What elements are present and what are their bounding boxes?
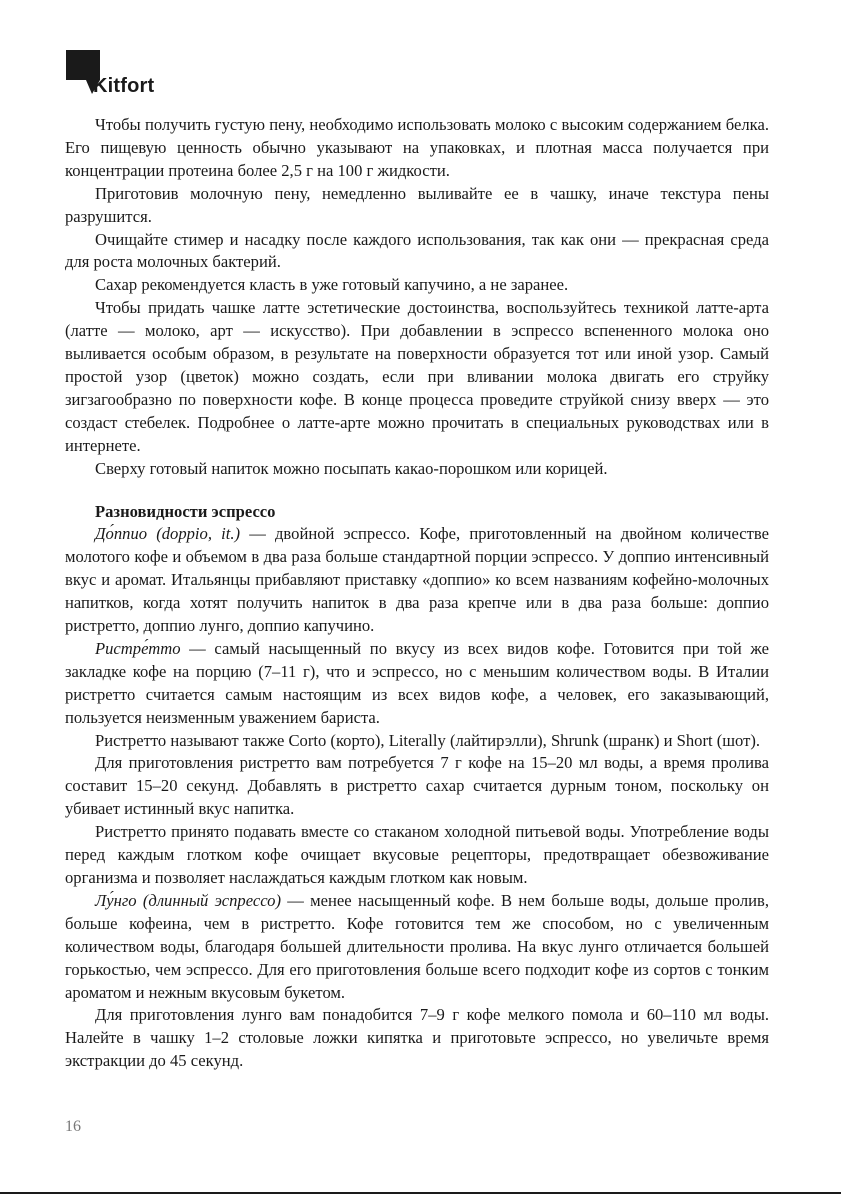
paragraph: Сахар рекомендуется класть в уже готовый капучино, а не заранее. <box>95 275 569 295</box>
doppio-paragraph <box>65 523 769 638</box>
ristretto-paragraph <box>65 638 769 730</box>
lungo-paragraph <box>65 890 769 1005</box>
brand-name: Kitfort <box>93 75 155 97</box>
paragraph: Для приготовления ристретто вам потребуется 7 г кофе на 15–20 мл воды, а время пролива составит 15–20 секунд. Добавлять в ристретто сахар считается дурным тоном, поскольку он убивает истинный вкус напитка. <box>65 753 769 819</box>
page-number: 16 <box>65 1118 81 1135</box>
paragraph: Для приготовления лунго вам понадобится 7–9 г кофе мелкого помола и 60–110 мл воды. Налейте в чашку 1–2 столовые ложки кипятка и приготовьте эспрессо, но увеличьте время экстракции до 45 секунд. <box>65 1005 769 1071</box>
lungo-term: Лу́нго (длинный эспрессо) <box>95 890 281 910</box>
paragraph: Чтобы придать чашке латте эстетические достоинства, воспользуйтесь техникой латте-арта (латте — молоко, арт — искусство). При добавлении в эспрессо вспененного молока оно выливается особым образом, в результате на поверхности образуется тот или иной узор. Самый простой узор (цветок) можно создать, если при вливании молока двигать его струйку зигзагообразно по поверхности кофе. В конце процесса проведите струйкой снизу вверх — это создаст стебелек. Подробнее о латте-арте можно прочитать в специальных руководствах или в интернете. <box>65 298 769 455</box>
doppio-term: До́ппио (doppio, it.) <box>95 524 241 544</box>
section-heading: Разновидности эспрессо <box>95 501 276 521</box>
paragraph: Сверху готовый напиток можно посыпать какао-порошком или корицей. <box>95 458 608 478</box>
paragraph: Чтобы получить густую пену, необходимо использовать молоко с высоким содержанием белка. Его пищевую ценность обычно указывают на упаковках, и плотная масса получается при концентрации протеина более 2,5 г на 100 г жидкости. <box>65 115 769 180</box>
doppio-text: — двойной эспрессо. Кофе, приготовленный на двойном количестве молотого кофе и объемом в два раза больше стандартной порции эспрессо. У доппио интенсивный вкус и аромат. Итальянцы прибавляют приставку «доппио» ко всем названиям кофейно-молочных напитков, когда хотят получить напиток в два раза крепче или в два раза больше: доппио ристретто, доппио лунго, доппио капучино. <box>65 524 769 636</box>
page-content <box>65 114 769 1073</box>
brand-logo <box>66 50 206 100</box>
lungo-text: — менее насыщенный кофе. В нем больше воды, дольше пролив, больше кофеина, чем в ристретто. Кофе готовится тем же способом, но с увеличенным количеством воды, благодаря большей длительности пролива. На вкус лунго отличается большей горькостью, чем эспрессо. Для его приготовления больше всего подходит кофе из сортов с тонким ароматом и нежным вкусовым букетом. <box>65 890 770 1002</box>
ristretto-text: — самый насыщенный по вкусу из всех видов кофе. Готовится при той же закладке кофе на порцию (7–11 г), что и эспрессо, но с меньшим количеством воды. В Италии ристретто считается самым настоящим из всех видов кофе, а человек, его заказывающий, пользуется неизменным уважением бариста. <box>65 638 769 727</box>
ristretto-term: Ристре́тто <box>95 638 181 658</box>
paragraph: Ристретто принято подавать вместе со стаканом холодной питьевой воды. Употребление воды перед каждым глотком кофе очищает вкусовые рецепторы, предотвращает обезвоживание организма и позволяет наслаждаться каждым глотком как новым. <box>65 822 769 887</box>
paragraph: Очищайте стимер и насадку после каждого использования, так как они — прекрасная среда для роста молочных бактерий. <box>65 229 769 272</box>
paragraph: Ристретто называют также Corto (корто), Literally (лайтирэлли), Shrunk (шранк) и Short (шот). <box>95 730 761 750</box>
paragraph: Приготовив молочную пену, немедленно выливайте ее в чашку, иначе текстура пены разрушится. <box>65 183 769 226</box>
